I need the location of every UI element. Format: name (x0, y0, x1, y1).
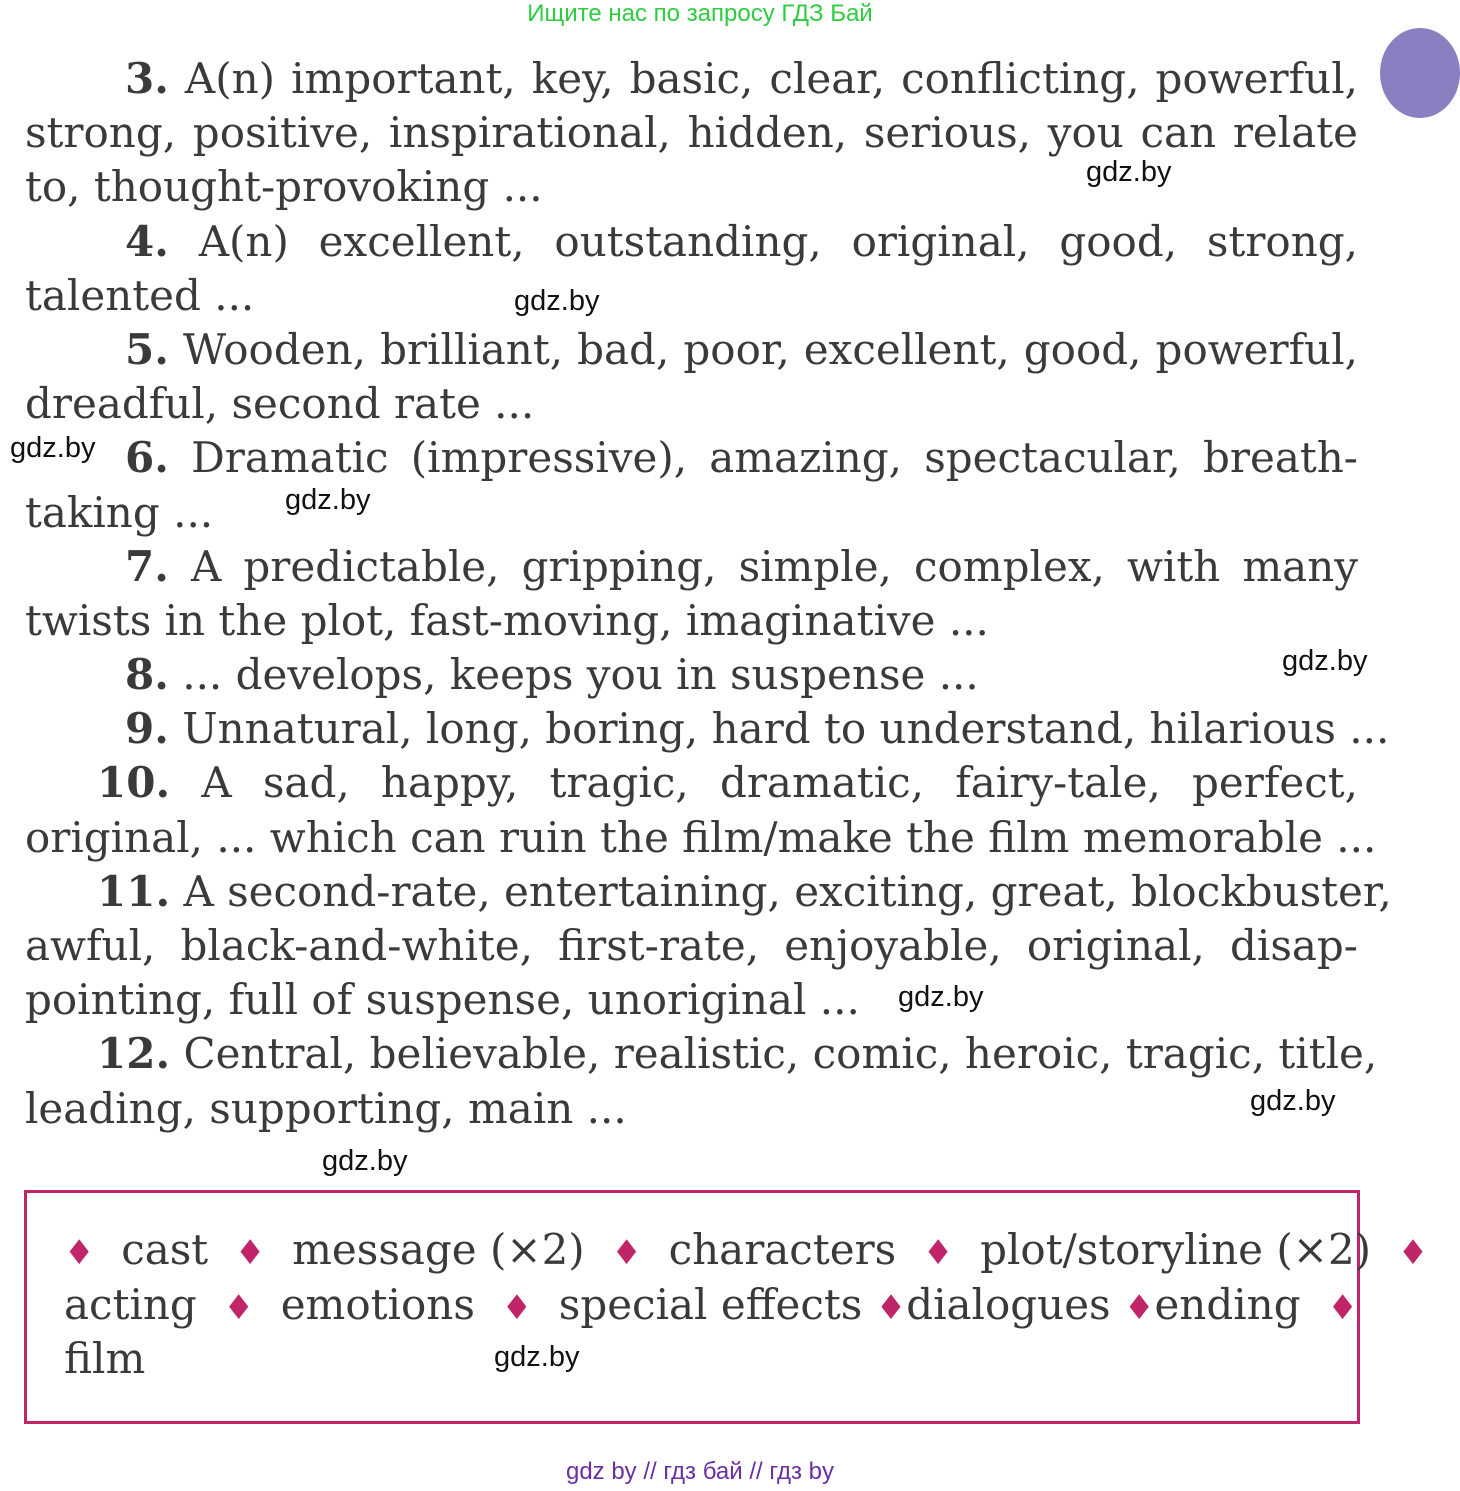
word-box-line (64, 1223, 1428, 1280)
diamond-icon: ♦ (875, 1288, 907, 1328)
answer-line (25, 431, 1358, 485)
word-box-line (64, 1332, 145, 1386)
answer-text: A(n) excellent, outstanding, original, good, strong, (198, 216, 1358, 266)
answer-text: Central, believable, realistic, comic, heroic, tragic, title, (183, 1029, 1378, 1079)
answer-line: to, thought-provoking ... (25, 162, 543, 212)
word-item: ending (1154, 1280, 1301, 1329)
item-number: 10. (97, 758, 171, 808)
item-number: 9. (125, 704, 169, 754)
watermark: gdz.by (285, 484, 371, 516)
answer-text: A predictable, gripping, simple, complex, with many (190, 541, 1359, 591)
item-number: 11. (97, 866, 171, 916)
diamond-icon: ♦ (64, 1233, 95, 1273)
answer-line: talented ... (25, 270, 255, 320)
item-number: 5. (125, 324, 169, 374)
diamond-icon: ♦ (223, 1288, 254, 1328)
answer-text: ... develops, keeps you in suspense ... (182, 650, 979, 700)
answer-text: A(n) important, key, basic, clear, conflicting, powerful, (184, 54, 1358, 103)
answer-text: Wooden, brilliant, bad, poor, excellent, good, powerful, (182, 324, 1358, 374)
diamond-icon: ♦ (1397, 1233, 1429, 1273)
answer-line: strong, positive, inspirational, hidden, serious, you can relate (25, 108, 1358, 158)
diamond-icon: ♦ (1123, 1288, 1155, 1328)
item-number: 12. (97, 1029, 171, 1079)
answer-line (25, 215, 1358, 269)
answer-line (25, 323, 1358, 377)
watermark: gdz.by (1250, 1085, 1336, 1117)
item-number: 6. (125, 433, 169, 483)
diamond-icon: ♦ (1327, 1288, 1358, 1328)
word-item: acting (64, 1280, 197, 1329)
word-item: dialogues (906, 1280, 1111, 1329)
word-item: film (64, 1334, 146, 1383)
watermark: gdz.by (1086, 156, 1172, 188)
answer-line: dreadful, second rate ... (25, 379, 535, 429)
answer-line: taking ... (25, 487, 214, 537)
answer-line: pointing, full of suspense, unoriginal ... (25, 975, 860, 1025)
word-box (24, 1190, 1429, 1424)
answer-line (25, 52, 1358, 106)
answer-text: Dramatic (impressive), amazing, spectacular, breath- (191, 433, 1358, 483)
word-box-line (64, 1278, 1358, 1335)
top-banner[interactable]: Ищите нас по запросу ГДЗ Бай (527, 0, 873, 27)
word-item: cast (121, 1225, 209, 1274)
item-number: 7. (125, 541, 169, 591)
watermark: gdz.by (10, 432, 96, 464)
answer-line (25, 756, 1358, 810)
watermark: gdz.by (514, 285, 600, 317)
answer-text: Unnatural, long, boring, hard to understand, hilarious ... (182, 704, 1390, 754)
watermark: gdz.by (898, 981, 984, 1013)
diamond-icon: ♦ (501, 1288, 533, 1328)
word-item: message (×2) (292, 1225, 585, 1274)
answer-line: twists in the plot, fast-moving, imaginative ... (25, 595, 989, 645)
word-item: emotions (280, 1280, 475, 1329)
watermark: gdz.by (322, 1145, 408, 1177)
word-item: plot/storyline (×2) (980, 1225, 1372, 1274)
answer-line (25, 648, 1358, 702)
watermark: gdz.by (1282, 645, 1368, 677)
answer-line: awful, black-and-white, first-rate, enjoyable, original, disap- (25, 921, 1358, 970)
answer-line (25, 702, 1390, 756)
diamond-icon: ♦ (611, 1233, 642, 1273)
item-number: 4. (125, 216, 169, 266)
answer-line: leading, supporting, main ... (25, 1083, 627, 1133)
answer-line (25, 865, 1392, 919)
word-item: special effects (558, 1280, 863, 1329)
word-item: characters (668, 1225, 897, 1274)
watermark: gdz.by (494, 1341, 580, 1373)
answer-text: A second-rate, entertaining, exciting, great, blockbuster, (183, 866, 1392, 916)
page-tab-decoration (1380, 28, 1460, 118)
footer-links[interactable]: gdz by // гдз бай // гдз by (565, 1458, 835, 1485)
answer-line: original, ... which can ruin the film/make the film memorable ... (25, 812, 1377, 862)
answer-line (25, 540, 1358, 594)
answer-text: A sad, happy, tragic, dramatic, fairy-tale, perfect, (201, 758, 1358, 808)
item-number: 3. (125, 54, 169, 103)
item-number: 8. (125, 650, 169, 700)
exercise-answers (25, 52, 1392, 1136)
answer-line (25, 1027, 1378, 1081)
diamond-icon: ♦ (922, 1233, 954, 1273)
diamond-icon: ♦ (234, 1233, 266, 1273)
